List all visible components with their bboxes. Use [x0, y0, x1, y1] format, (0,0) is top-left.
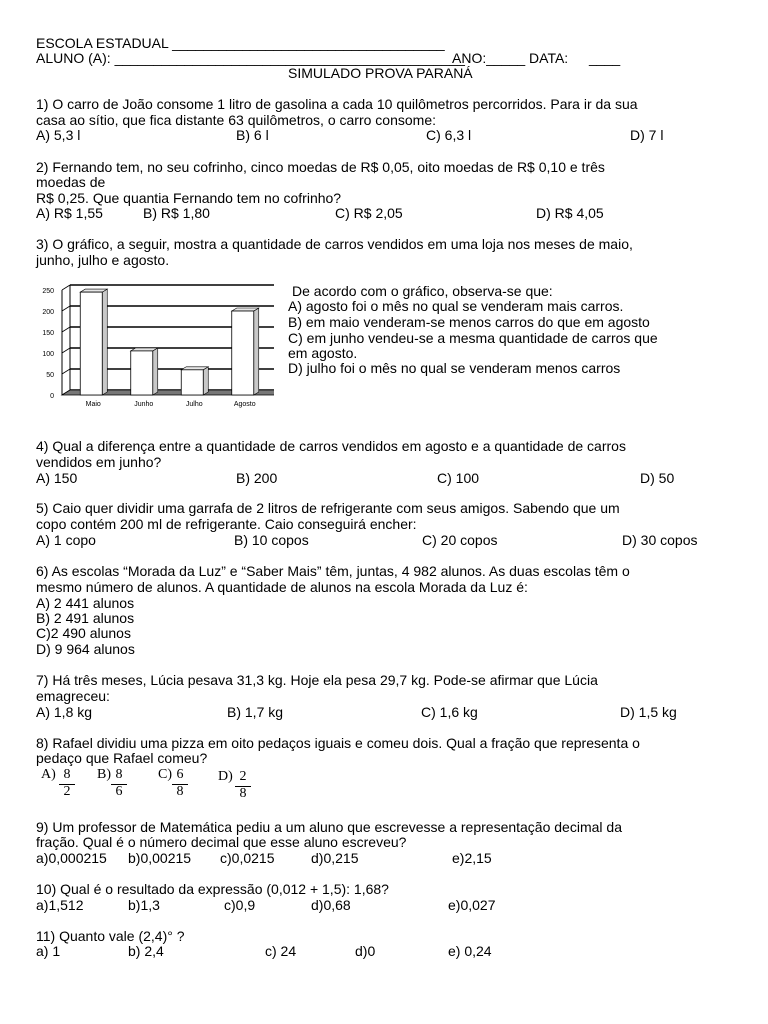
q5-option-c: C) 20 copos [422, 532, 498, 548]
chart-bar [232, 311, 254, 395]
chart-gridline-side [62, 327, 70, 332]
q2-option-c: C) R$ 2,05 [335, 205, 403, 221]
chart-y-tick-label: 50 [46, 372, 54, 379]
q4-line2: vendidos em junho? [36, 454, 162, 470]
chart-bar-top [80, 289, 107, 292]
q3-line1: 3) O gráfico, a seguir, mostra a quantidade de carros vendidos em uma loja nos meses de maio, [36, 236, 633, 252]
q8-line2: pedaço que Rafael comeu? [36, 750, 208, 766]
chart-y-tick-label: 100 [42, 351, 54, 358]
q8-option-c-numerator: 6 [176, 767, 184, 782]
chart-y-tick-label: 200 [42, 309, 54, 316]
q2-option-b: B) R$ 1,80 [143, 205, 210, 221]
q7-option-b: B) 1,7 kg [227, 704, 284, 720]
q8-option-b-numerator: 8 [115, 767, 123, 782]
q8-option-d-numerator: 2 [239, 769, 247, 784]
q4-option-b: B) 200 [236, 470, 278, 486]
q8-option-a-label: A) [41, 767, 56, 782]
chart-gridline-side [62, 369, 70, 374]
q6-option-b: B) 2 491 alunos [36, 610, 135, 626]
q7-line2: emagreceu: [36, 688, 110, 704]
q5-option-b: B) 10 copos [234, 532, 309, 548]
chart-bar-top [181, 367, 208, 370]
q9-option-e: e)2,15 [452, 850, 492, 866]
chart-bar [181, 370, 203, 395]
chart-x-tick-label: Agosto [233, 401, 256, 408]
q9-option-d: d)0,215 [311, 850, 359, 866]
q2-line2: moedas de [36, 174, 106, 190]
q6-option-c: C)2 490 alunos [36, 625, 131, 641]
chart-y-tick-label: 250 [42, 288, 54, 295]
q11-option-c: c) 24 [265, 943, 297, 959]
q2-line1: 2) Fernando tem, no seu cofrinho, cinco moedas de R$ 0,05, oito moedas de R$ 0,10 e três [36, 159, 605, 175]
chart-gridline-side [62, 306, 70, 311]
chart-x-tick-label: Junho [134, 401, 154, 408]
q10-option-e: e)0,027 [448, 897, 496, 913]
q4-option-c: C) 100 [437, 470, 480, 486]
q5-line1: 5) Caio quer dividir uma garrafa de 2 litros de refrigerante com seus amigos. Sabendo que um [36, 500, 620, 516]
q1-option-a: A) 5,3 l [36, 127, 81, 143]
q1-option-b: B) 6 l [236, 127, 269, 143]
chart-gridline-side [62, 348, 70, 353]
q8-option-d-denominator: 8 [239, 786, 247, 801]
q5-option-a: A) 1 copo [36, 532, 96, 548]
q8-option-a [41, 767, 91, 801]
chart-bar [131, 351, 153, 395]
q3-option-c-cont: em agosto. [288, 345, 358, 361]
page-title: SIMULADO PROVA PARANÁ [288, 65, 473, 81]
q7-option-a: A) 1,8 kg [36, 704, 93, 720]
chart-y-tick-label: 150 [42, 330, 54, 337]
q3-line2: junho, julho e agosto. [36, 252, 170, 268]
chart-gridline-side [62, 285, 70, 290]
chart-bar-side [203, 367, 208, 395]
cars-sold-bar-chart [34, 283, 274, 413]
q1-line2: casa ao sítio, que fica distante 63 quilômetros, o carro consome: [36, 112, 436, 128]
q10-line1: 10) Qual é o resultado da expressão (0,012 + 1,5): 1,68? [36, 881, 389, 897]
q9-line2: fração. Qual é o número decimal que esse aluno escreveu? [36, 834, 407, 850]
q3-option-d: D) julho foi o mês no qual se venderam menos carros [288, 360, 621, 376]
q9-option-a: a)0,000215 [36, 850, 107, 866]
q11-option-a: a) 1 [36, 943, 61, 959]
year-date-line: ANO:_____ DATA: [452, 50, 569, 66]
q8-option-d [218, 769, 268, 803]
q3-option-a: A) agosto foi o mês no qual se venderam mais carros. [288, 298, 624, 314]
chart-y-tick-label: 0 [50, 393, 54, 400]
q10-option-c: c)0,9 [224, 897, 256, 913]
q4-option-a: A) 150 [36, 470, 78, 486]
q9-option-b: b)0,00215 [128, 850, 192, 866]
q8-line1: 8) Rafael dividiu uma pizza em oito pedaços iguais e comeu dois. Qual a fração que representa o [36, 735, 640, 751]
chart-bar-top [131, 348, 158, 351]
q10-option-b: b)1,3 [128, 897, 160, 913]
chart-x-tick-label: Maio [85, 401, 101, 408]
q5-option-d: D) 30 copos [622, 532, 698, 548]
chart-bar-side [153, 348, 158, 395]
q5-line2: copo contém 200 ml de refrigerante. Caio conseguirá encher: [36, 516, 417, 532]
q8-option-a-denominator: 2 [63, 784, 71, 799]
q1-line1: 1) O carro de João consome 1 litro de gasolina a cada 10 quilômetros percorridos. Para ir da sua [36, 96, 638, 112]
q8-option-c-label: C) [158, 767, 172, 782]
q7-line1: 7) Há três meses, Lúcia pesava 31,3 kg. Hoje ela pesa 29,7 kg. Pode-se afirmar que Lúcia [36, 672, 598, 688]
q2-line3: R$ 0,25. Que quantia Fernando tem no cofrinho? [36, 190, 342, 206]
q3-option-c: C) em junho vendeu-se a mesma quantidade de carros que [288, 330, 658, 346]
q3-intro: De acordo com o gráfico, observa-se que: [292, 283, 553, 299]
q4-option-d: D) 50 [640, 470, 675, 486]
chart-bar-top [232, 308, 259, 311]
q9-line1: 9) Um professor de Matemática pediu a um aluno que escrevesse a representação decimal da [36, 819, 622, 835]
chart-bar-side [102, 289, 107, 395]
date-blank: ____ [589, 50, 621, 66]
q7-option-c: C) 1,6 kg [421, 704, 478, 720]
q1-option-c: C) 6,3 l [426, 127, 472, 143]
q6-line2: mesmo número de alunos. A quantidade de alunos na escola Morada da Luz é: [36, 579, 528, 595]
q6-option-d: D) 9 964 alunos [36, 641, 135, 657]
q8-option-c-denominator: 8 [176, 784, 184, 799]
q8-option-b [97, 767, 147, 801]
student-line: ALUNO (A): _____________________________________________ [36, 50, 465, 66]
q11-option-d: d)0 [355, 943, 376, 959]
q4-line1: 4) Qual a diferença entre a quantidade de carros vendidos em agosto e a quantidade de carros [36, 438, 626, 454]
q11-option-e: e) 0,24 [448, 943, 492, 959]
q7-option-d: D) 1,5 kg [620, 704, 677, 720]
q2-option-a: A) R$ 1,55 [36, 205, 103, 221]
q6-line1: 6) As escolas “Morada da Luz” e “Saber Mais” têm, juntas, 4 982 alunos. As duas escolas têm o [36, 563, 630, 579]
q11-line1: 11) Quanto vale (2,4)° ? [36, 928, 185, 944]
q9-option-c: c)0,0215 [220, 850, 275, 866]
q11-option-b: b) 2,4 [128, 943, 164, 959]
chart-x-tick-label: Julho [185, 401, 203, 408]
q8-option-d-label: D) [218, 769, 233, 784]
q8-option-b-label: B) [97, 767, 111, 782]
q3-option-b: B) em maio venderam-se menos carros do que em agosto [288, 314, 650, 330]
chart-bar-side [254, 308, 259, 395]
q2-option-d: D) R$ 4,05 [536, 205, 604, 221]
q10-option-d: d)0,68 [311, 897, 351, 913]
q8-option-b-denominator: 6 [115, 784, 123, 799]
q8-option-a-numerator: 8 [63, 767, 71, 782]
q1-option-d: D) 7 l [630, 127, 664, 143]
q6-option-a: A) 2 441 alunos [36, 595, 135, 611]
q8-option-c [158, 767, 208, 801]
q10-option-a: a)1,512 [36, 897, 84, 913]
school-line: ESCOLA ESTADUAL ___________________________________ [36, 35, 445, 51]
chart-bar [80, 292, 102, 395]
